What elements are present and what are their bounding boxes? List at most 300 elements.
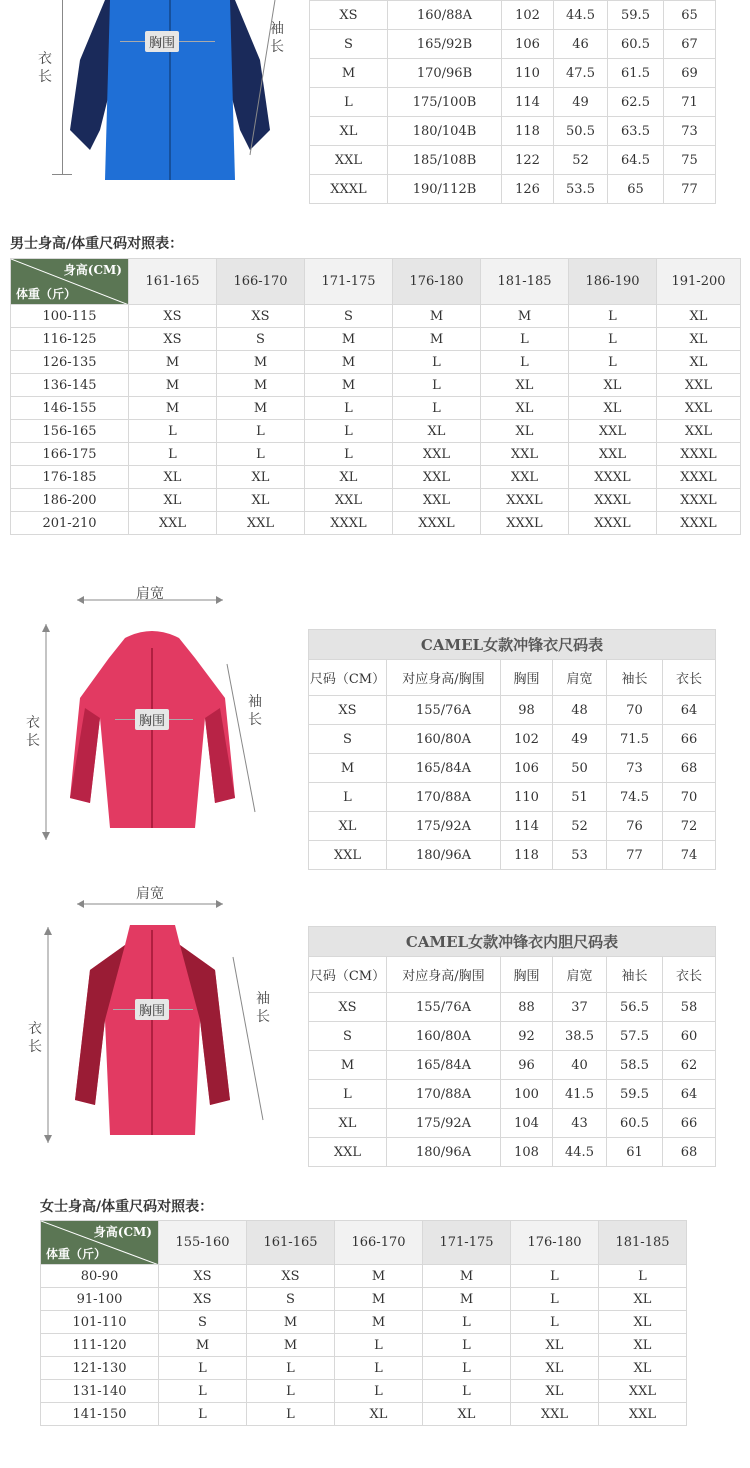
women-jacket-row bbox=[309, 812, 716, 841]
men-chart-row-cell: XL bbox=[305, 466, 393, 489]
men-chart-row-cell: 146-155 bbox=[11, 397, 129, 420]
men-liner-row-cell: 46 bbox=[554, 30, 608, 59]
women-chart-corner-height: 身高(CM) bbox=[93, 1225, 152, 1239]
women-chart-row-cell: L bbox=[599, 1265, 687, 1288]
men-chart-row-cell: M bbox=[217, 374, 305, 397]
men-chart-row-cell: L bbox=[129, 443, 217, 466]
men-chart-row-cell: L bbox=[217, 443, 305, 466]
women-liner-column-header: 肩宽 bbox=[553, 957, 607, 993]
men-liner-row-cell: 61.5 bbox=[608, 59, 664, 88]
men-chart-row-cell: M bbox=[393, 328, 481, 351]
women-liner-row-cell: 56.5 bbox=[607, 993, 663, 1022]
men-liner-row-cell: 106 bbox=[502, 30, 554, 59]
women-chart-height-header: 176-180 bbox=[511, 1221, 599, 1265]
women-liner-chest-label: 胸围 bbox=[135, 999, 169, 1020]
women-jacket-table-title: CAMEL女款冲锋衣尺码表 bbox=[309, 630, 716, 660]
men-chart-row-cell: M bbox=[129, 374, 217, 397]
women-jacket-row-cell: 175/92A bbox=[387, 812, 501, 841]
men-liner-row bbox=[310, 175, 716, 204]
women-liner-row-cell: 40 bbox=[553, 1051, 607, 1080]
men-chart-row bbox=[11, 305, 741, 328]
women-jacket-row-cell: 76 bbox=[607, 812, 663, 841]
men-chart-row-cell: M bbox=[393, 305, 481, 328]
men-chart-row-cell: XXL bbox=[305, 489, 393, 512]
women-chart-row-cell: XL bbox=[599, 1288, 687, 1311]
men-chart-row-cell: M bbox=[129, 397, 217, 420]
women-jacket-row-cell: M bbox=[309, 754, 387, 783]
men-chart-row-cell: M bbox=[305, 328, 393, 351]
men-chart-row bbox=[11, 420, 741, 443]
women-jacket-row-cell: S bbox=[309, 725, 387, 754]
men-chart-row-cell: XXL bbox=[569, 420, 657, 443]
men-chart-row-cell: L bbox=[569, 305, 657, 328]
women-jacket-row-cell: 49 bbox=[553, 725, 607, 754]
women-chart-corner-weight: 体重（斤） bbox=[46, 1247, 107, 1261]
men-chart-row-cell: XXXL bbox=[481, 489, 569, 512]
women-chart-row-cell: S bbox=[247, 1288, 335, 1311]
women-jacket-row-cell: XXL bbox=[309, 841, 387, 870]
women-jacket-shoulder-label: 肩宽 bbox=[136, 586, 164, 602]
men-chart-row-cell: XXXL bbox=[657, 512, 741, 535]
women-liner-row-cell: 96 bbox=[501, 1051, 553, 1080]
men-liner-row-cell: 64.5 bbox=[608, 146, 664, 175]
women-jacket-chest-label: 胸围 bbox=[135, 709, 169, 730]
women-jacket-row-cell: 102 bbox=[501, 725, 553, 754]
women-liner-row-cell: 58 bbox=[663, 993, 716, 1022]
men-liner-row bbox=[310, 1, 716, 30]
women-jacket-row bbox=[309, 783, 716, 812]
men-chart-row-cell: XXL bbox=[393, 489, 481, 512]
women-chart-row bbox=[41, 1403, 687, 1426]
men-liner-row-cell: 160/88A bbox=[388, 1, 502, 30]
women-liner-row-cell: 165/84A bbox=[387, 1051, 501, 1080]
women-chart-row-cell: M bbox=[247, 1311, 335, 1334]
men-chart-row-cell: 186-200 bbox=[11, 489, 129, 512]
women-chart-row bbox=[41, 1311, 687, 1334]
women-chart-row-cell: XL bbox=[599, 1311, 687, 1334]
women-liner-row-cell: 60 bbox=[663, 1022, 716, 1051]
men-chart-row-cell: XL bbox=[657, 305, 741, 328]
women-liner-row-cell: 104 bbox=[501, 1109, 553, 1138]
women-chart-row-cell: XL bbox=[599, 1334, 687, 1357]
women-jacket-row-cell: 71.5 bbox=[607, 725, 663, 754]
men-chart-row-cell: L bbox=[569, 351, 657, 374]
women-jacket-row-cell: 106 bbox=[501, 754, 553, 783]
women-liner-row-cell: 58.5 bbox=[607, 1051, 663, 1080]
women-chart-row-cell: L bbox=[511, 1265, 599, 1288]
women-chart-row-cell: S bbox=[159, 1311, 247, 1334]
men-liner-row-cell: 190/112B bbox=[388, 175, 502, 204]
women-liner-row-cell: 108 bbox=[501, 1138, 553, 1167]
women-liner-row-cell: 38.5 bbox=[553, 1022, 607, 1051]
women-size-chart bbox=[40, 1220, 687, 1426]
women-jacket-row-cell: 110 bbox=[501, 783, 553, 812]
men-chart-row-cell: XXXL bbox=[393, 512, 481, 535]
women-jacket-row bbox=[309, 754, 716, 783]
men-liner-row bbox=[310, 59, 716, 88]
women-chart-row-cell: M bbox=[335, 1265, 423, 1288]
women-chart-row-cell: L bbox=[159, 1403, 247, 1426]
women-chart-row-cell: L bbox=[247, 1403, 335, 1426]
men-chart-row-cell: XXL bbox=[657, 397, 741, 420]
men-chart-height-header: 166-170 bbox=[217, 259, 305, 305]
men-liner-row-cell: 47.5 bbox=[554, 59, 608, 88]
men-liner-row-cell: 165/92B bbox=[388, 30, 502, 59]
women-liner-row-cell: 180/96A bbox=[387, 1138, 501, 1167]
men-liner-row-cell: 49 bbox=[554, 88, 608, 117]
men-chart-row-cell: XL bbox=[129, 489, 217, 512]
women-jacket-row-cell: L bbox=[309, 783, 387, 812]
women-liner-row-cell: M bbox=[309, 1051, 387, 1080]
men-chart-row-cell: XL bbox=[481, 420, 569, 443]
women-chart-row-cell: M bbox=[247, 1334, 335, 1357]
men-chart-row-cell: XXL bbox=[393, 443, 481, 466]
men-chart-row-cell: L bbox=[305, 420, 393, 443]
women-jacket-row-cell: 155/76A bbox=[387, 696, 501, 725]
men-chart-row-cell: 100-115 bbox=[11, 305, 129, 328]
men-chart-row-cell: XL bbox=[393, 420, 481, 443]
women-liner-row-cell: 155/76A bbox=[387, 993, 501, 1022]
men-chart-row-cell: 201-210 bbox=[11, 512, 129, 535]
women-jacket-row-cell: 98 bbox=[501, 696, 553, 725]
men-liner-row-cell: 118 bbox=[502, 117, 554, 146]
women-liner-column-header: 袖长 bbox=[607, 957, 663, 993]
men-chart-row-cell: M bbox=[305, 374, 393, 397]
women-liner-row bbox=[309, 1109, 716, 1138]
men-chart-row-cell: XS bbox=[217, 305, 305, 328]
women-liner-row-cell: 160/80A bbox=[387, 1022, 501, 1051]
men-liner-row-cell: 170/96B bbox=[388, 59, 502, 88]
men-chart-row-cell: S bbox=[305, 305, 393, 328]
women-liner-illustration bbox=[20, 880, 280, 1150]
women-chart-row-cell: L bbox=[247, 1380, 335, 1403]
women-jacket-row-cell: 50 bbox=[553, 754, 607, 783]
women-chart-row-cell: 131-140 bbox=[41, 1380, 159, 1403]
women-chart-row-cell: XL bbox=[511, 1357, 599, 1380]
women-jacket-row-cell: 165/84A bbox=[387, 754, 501, 783]
men-chart-corner-weight: 体重（斤） bbox=[16, 287, 77, 301]
women-jacket-row-cell: 180/96A bbox=[387, 841, 501, 870]
men-liner-row-cell: XXXL bbox=[310, 175, 388, 204]
men-liner-length-label: 衣长 bbox=[38, 51, 52, 85]
women-liner-length-label: 衣长 bbox=[28, 1021, 42, 1055]
men-chart-row-cell: L bbox=[305, 443, 393, 466]
women-liner-sleeve-label: 袖长 bbox=[256, 991, 270, 1025]
men-liner-row-cell: 69 bbox=[664, 59, 716, 88]
men-chart-row-cell: M bbox=[129, 351, 217, 374]
women-chart-row-cell: XL bbox=[335, 1403, 423, 1426]
women-chart-height-header: 166-170 bbox=[335, 1221, 423, 1265]
men-chart-row-cell: XXXL bbox=[305, 512, 393, 535]
men-chart-heading: 男士身高/体重尺码对照表： bbox=[10, 236, 184, 252]
women-liner-row-cell: 170/88A bbox=[387, 1080, 501, 1109]
women-liner-row-cell: 92 bbox=[501, 1022, 553, 1051]
men-liner-row-cell: 50.5 bbox=[554, 117, 608, 146]
women-chart-row-cell: 111-120 bbox=[41, 1334, 159, 1357]
men-chart-row bbox=[11, 443, 741, 466]
men-chart-row bbox=[11, 489, 741, 512]
women-jacket-row-cell: 52 bbox=[553, 812, 607, 841]
men-liner-row bbox=[310, 30, 716, 59]
women-jacket-row-cell: 66 bbox=[663, 725, 716, 754]
men-liner-row-cell: 71 bbox=[664, 88, 716, 117]
men-chart-row-cell: 126-135 bbox=[11, 351, 129, 374]
women-liner-column-header: 对应身高/胸围 bbox=[387, 957, 501, 993]
men-chart-row-cell: XXXL bbox=[481, 512, 569, 535]
women-liner-image bbox=[65, 920, 240, 1140]
women-chart-row-cell: M bbox=[335, 1311, 423, 1334]
women-jacket-row-cell: 74 bbox=[663, 841, 716, 870]
men-chart-row-cell: XL bbox=[657, 351, 741, 374]
men-chart-row-cell: 156-165 bbox=[11, 420, 129, 443]
women-liner-row bbox=[309, 993, 716, 1022]
men-liner-row bbox=[310, 88, 716, 117]
women-liner-table-title: CAMEL女款冲锋衣内胆尺码表 bbox=[309, 927, 716, 957]
men-chart-height-header: 191-200 bbox=[657, 259, 741, 305]
women-chart-row-cell: XXL bbox=[599, 1403, 687, 1426]
men-liner-row-cell: 180/104B bbox=[388, 117, 502, 146]
women-jacket-row-cell: 73 bbox=[607, 754, 663, 783]
men-liner-row-cell: 44.5 bbox=[554, 1, 608, 30]
men-chart-row-cell: M bbox=[305, 351, 393, 374]
women-chart-corner bbox=[41, 1221, 159, 1265]
women-jacket-row-cell: 68 bbox=[663, 754, 716, 783]
men-chart-row bbox=[11, 466, 741, 489]
women-chart-row-cell: M bbox=[159, 1334, 247, 1357]
women-chart-row-cell: XXL bbox=[599, 1380, 687, 1403]
men-chart-row-cell: XL bbox=[657, 328, 741, 351]
women-chart-row-cell: L bbox=[511, 1311, 599, 1334]
men-chart-row-cell: M bbox=[481, 305, 569, 328]
women-chart-row-cell: XL bbox=[511, 1380, 599, 1403]
women-jacket-row-cell: 160/80A bbox=[387, 725, 501, 754]
men-chart-row-cell: XXL bbox=[393, 466, 481, 489]
men-chart-row-cell: XXL bbox=[129, 512, 217, 535]
men-chart-row-cell: L bbox=[393, 351, 481, 374]
men-chart-row bbox=[11, 397, 741, 420]
women-liner-row bbox=[309, 1080, 716, 1109]
women-liner-row-cell: 61 bbox=[607, 1138, 663, 1167]
women-liner-row-cell: XXL bbox=[309, 1138, 387, 1167]
women-liner-row bbox=[309, 1051, 716, 1080]
men-liner-row-cell: 62.5 bbox=[608, 88, 664, 117]
women-chart-row bbox=[41, 1357, 687, 1380]
men-liner-row-cell: S bbox=[310, 30, 388, 59]
women-liner-row-cell: 68 bbox=[663, 1138, 716, 1167]
men-liner-row-cell: 52 bbox=[554, 146, 608, 175]
men-chart-row-cell: XXL bbox=[217, 512, 305, 535]
women-liner-shoulder-label: 肩宽 bbox=[136, 886, 164, 902]
women-liner-row-cell: 37 bbox=[553, 993, 607, 1022]
women-chart-row-cell: L bbox=[159, 1380, 247, 1403]
men-chart-row-cell: L bbox=[569, 328, 657, 351]
men-liner-row bbox=[310, 146, 716, 175]
women-chart-row-cell: XXL bbox=[511, 1403, 599, 1426]
men-chart-row-cell: L bbox=[393, 374, 481, 397]
women-chart-row-cell: 121-130 bbox=[41, 1357, 159, 1380]
women-liner-row-cell: 59.5 bbox=[607, 1080, 663, 1109]
women-chart-row-cell: L bbox=[159, 1357, 247, 1380]
men-liner-row-cell: XXL bbox=[310, 146, 388, 175]
men-chart-row-cell: L bbox=[129, 420, 217, 443]
women-liner-row-cell: XS bbox=[309, 993, 387, 1022]
women-jacket-row-cell: 70 bbox=[663, 783, 716, 812]
women-chart-height-header: 181-185 bbox=[599, 1221, 687, 1265]
women-chart-row-cell: XL bbox=[423, 1403, 511, 1426]
men-chart-row-cell: S bbox=[217, 328, 305, 351]
men-chart-row-cell: XL bbox=[569, 374, 657, 397]
women-jacket-row-cell: 53 bbox=[553, 841, 607, 870]
men-liner-row-cell: 175/100B bbox=[388, 88, 502, 117]
women-chart-row-cell: 91-100 bbox=[41, 1288, 159, 1311]
women-jacket-length-label: 衣长 bbox=[26, 715, 40, 749]
women-chart-row-cell: 141-150 bbox=[41, 1403, 159, 1426]
men-chart-row-cell: XL bbox=[481, 397, 569, 420]
men-liner-row-cell: 65 bbox=[608, 175, 664, 204]
women-jacket-size-table bbox=[308, 629, 716, 870]
women-liner-row-cell: 57.5 bbox=[607, 1022, 663, 1051]
women-liner-row bbox=[309, 1138, 716, 1167]
women-jacket-row-cell: 114 bbox=[501, 812, 553, 841]
women-liner-column-header: 胸围 bbox=[501, 957, 553, 993]
women-chart-row-cell: L bbox=[423, 1380, 511, 1403]
women-chart-row-cell: XL bbox=[511, 1334, 599, 1357]
men-chart-row-cell: 116-125 bbox=[11, 328, 129, 351]
men-liner-row-cell: 60.5 bbox=[608, 30, 664, 59]
men-chart-row-cell: XXL bbox=[657, 374, 741, 397]
men-chart-row-cell: 176-185 bbox=[11, 466, 129, 489]
men-liner-row bbox=[310, 117, 716, 146]
women-liner-row-cell: 41.5 bbox=[553, 1080, 607, 1109]
women-jacket-row-cell: 51 bbox=[553, 783, 607, 812]
men-chart-row-cell: 136-145 bbox=[11, 374, 129, 397]
men-chart-row-cell: XXL bbox=[481, 466, 569, 489]
men-liner-row-cell: 126 bbox=[502, 175, 554, 204]
men-liner-row-cell: 53.5 bbox=[554, 175, 608, 204]
men-liner-row-cell: 102 bbox=[502, 1, 554, 30]
women-liner-row-cell: 100 bbox=[501, 1080, 553, 1109]
men-liner-row-cell: 77 bbox=[664, 175, 716, 204]
women-jacket-row bbox=[309, 696, 716, 725]
women-chart-row-cell: L bbox=[423, 1357, 511, 1380]
men-chart-row-cell: L bbox=[217, 420, 305, 443]
women-liner-row-cell: 175/92A bbox=[387, 1109, 501, 1138]
women-chart-row bbox=[41, 1288, 687, 1311]
men-chart-row-cell: 166-175 bbox=[11, 443, 129, 466]
women-jacket-column-header: 肩宽 bbox=[553, 660, 607, 696]
men-chart-row-cell: XXXL bbox=[657, 489, 741, 512]
men-liner-row-cell: 67 bbox=[664, 30, 716, 59]
men-liner-size-table bbox=[309, 0, 716, 204]
women-chart-height-header: 161-165 bbox=[247, 1221, 335, 1265]
men-chart-row-cell: XXL bbox=[569, 443, 657, 466]
men-liner-row-cell: 63.5 bbox=[608, 117, 664, 146]
women-jacket-column-header: 尺码（CM） bbox=[309, 660, 387, 696]
men-chart-row-cell: L bbox=[305, 397, 393, 420]
women-chart-row-cell: XL bbox=[599, 1357, 687, 1380]
women-chart-row bbox=[41, 1334, 687, 1357]
men-chart-corner bbox=[11, 259, 129, 305]
women-chart-row bbox=[41, 1380, 687, 1403]
women-chart-row-cell: L bbox=[335, 1357, 423, 1380]
women-liner-column-header: 尺码（CM） bbox=[309, 957, 387, 993]
men-chart-corner-height: 身高(CM) bbox=[63, 263, 122, 277]
women-jacket-row-cell: XL bbox=[309, 812, 387, 841]
women-chart-row-cell: M bbox=[335, 1288, 423, 1311]
men-liner-illustration bbox=[30, 0, 300, 200]
men-size-chart bbox=[10, 258, 741, 535]
women-jacket-row-cell: 118 bbox=[501, 841, 553, 870]
women-liner-row-cell: 44.5 bbox=[553, 1138, 607, 1167]
women-chart-row-cell: XS bbox=[159, 1288, 247, 1311]
men-chart-row-cell: XXXL bbox=[657, 443, 741, 466]
women-jacket-column-header: 袖长 bbox=[607, 660, 663, 696]
men-chart-row-cell: XXL bbox=[657, 420, 741, 443]
men-liner-row-cell: 65 bbox=[664, 1, 716, 30]
men-chart-height-header: 181-185 bbox=[481, 259, 569, 305]
women-chart-row-cell: L bbox=[335, 1380, 423, 1403]
women-liner-row-cell: 88 bbox=[501, 993, 553, 1022]
men-liner-row-cell: 122 bbox=[502, 146, 554, 175]
women-jacket-row-cell: 170/88A bbox=[387, 783, 501, 812]
women-jacket-row bbox=[309, 841, 716, 870]
men-liner-row-cell: L bbox=[310, 88, 388, 117]
women-chart-row-cell: M bbox=[423, 1265, 511, 1288]
women-chart-height-header: 155-160 bbox=[159, 1221, 247, 1265]
women-liner-row-cell: 60.5 bbox=[607, 1109, 663, 1138]
men-chart-row-cell: XXL bbox=[481, 443, 569, 466]
men-liner-row-cell: XS bbox=[310, 1, 388, 30]
men-chart-row bbox=[11, 512, 741, 535]
women-chart-row-cell: L bbox=[247, 1357, 335, 1380]
men-liner-row-cell: XL bbox=[310, 117, 388, 146]
women-liner-row-cell: XL bbox=[309, 1109, 387, 1138]
men-chart-height-header: 186-190 bbox=[569, 259, 657, 305]
women-jacket-row-cell: 74.5 bbox=[607, 783, 663, 812]
women-chart-height-header: 171-175 bbox=[423, 1221, 511, 1265]
men-chart-row bbox=[11, 374, 741, 397]
men-liner-row-cell: 75 bbox=[664, 146, 716, 175]
women-jacket-row-cell: 70 bbox=[607, 696, 663, 725]
men-chart-row bbox=[11, 351, 741, 374]
women-liner-row-cell: 66 bbox=[663, 1109, 716, 1138]
women-jacket-image bbox=[65, 628, 240, 838]
women-liner-row-cell: S bbox=[309, 1022, 387, 1051]
men-chart-row-cell: XXXL bbox=[569, 489, 657, 512]
men-chart-row-cell: L bbox=[481, 351, 569, 374]
men-liner-row-cell: 114 bbox=[502, 88, 554, 117]
men-chart-row-cell: L bbox=[393, 397, 481, 420]
men-chart-height-header: 161-165 bbox=[129, 259, 217, 305]
women-jacket-row-cell: 77 bbox=[607, 841, 663, 870]
women-liner-row-cell: 43 bbox=[553, 1109, 607, 1138]
men-chart-row-cell: XXXL bbox=[657, 466, 741, 489]
women-chart-row-cell: XS bbox=[247, 1265, 335, 1288]
women-jacket-column-header: 胸围 bbox=[501, 660, 553, 696]
men-chart-row-cell: XS bbox=[129, 328, 217, 351]
men-chart-row-cell: XL bbox=[129, 466, 217, 489]
men-liner-row-cell: 185/108B bbox=[388, 146, 502, 175]
men-chart-row bbox=[11, 328, 741, 351]
men-chart-row-cell: L bbox=[481, 328, 569, 351]
men-chart-row-cell: XL bbox=[569, 397, 657, 420]
women-jacket-sleeve-label: 袖长 bbox=[248, 694, 262, 728]
men-chart-row-cell: M bbox=[217, 397, 305, 420]
men-liner-sleeve-label: 袖长 bbox=[270, 21, 284, 55]
women-jacket-row-cell: 64 bbox=[663, 696, 716, 725]
women-jacket-row-cell: 72 bbox=[663, 812, 716, 841]
women-liner-row bbox=[309, 1022, 716, 1051]
